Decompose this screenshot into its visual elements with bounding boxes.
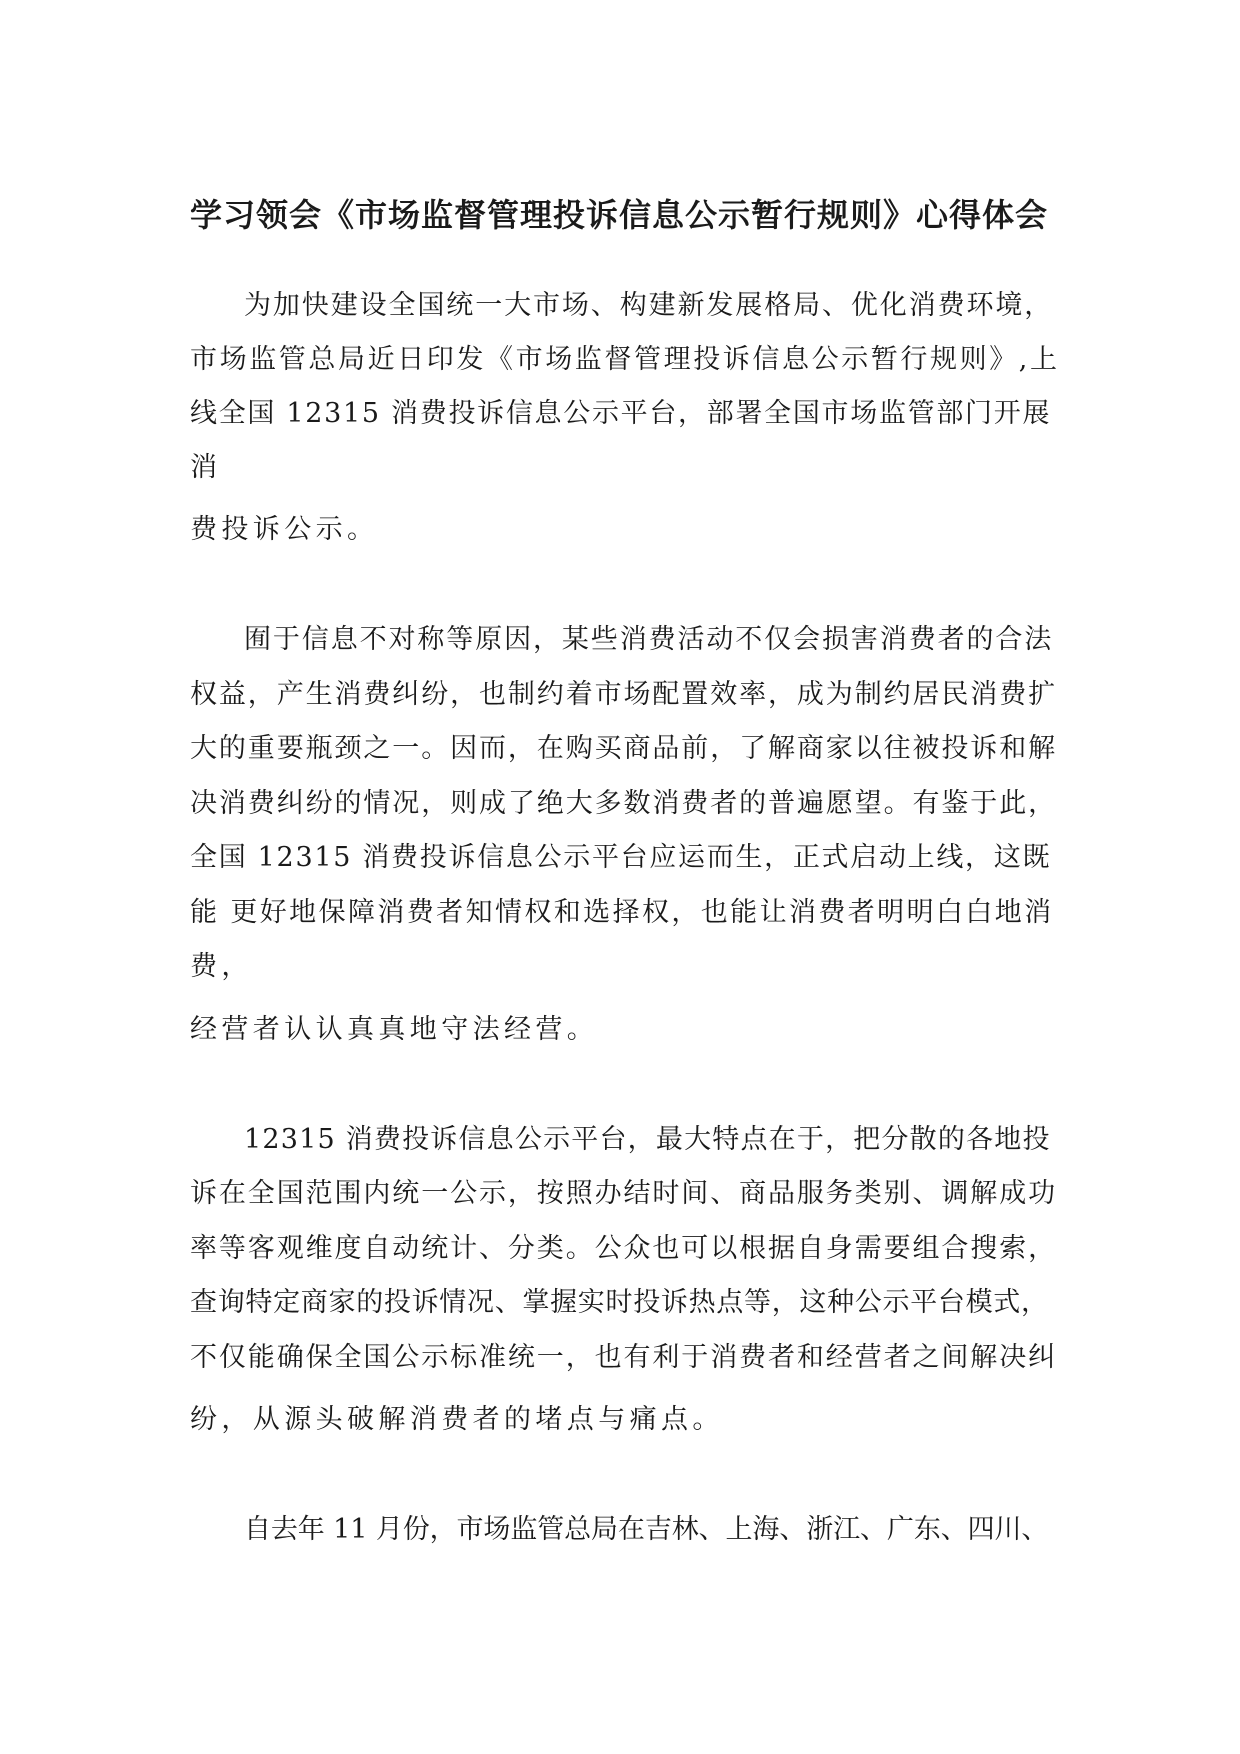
paragraph-3-line-2: 诉在全国范围内统一公示，按照办结时间、商品服务类别、调解成功	[190, 1178, 1057, 1209]
document-title: 学习领会《市场监督管理投诉信息公示暂行规则》心得体会	[190, 196, 1049, 234]
paragraph-2-line-2: 权益，产生消费纠纷，也制约着市场配置效率，成为制约居民消费扩	[190, 679, 1057, 710]
paragraph-2-line-7: 费，	[190, 951, 253, 982]
paragraph-1-line-3: 线全国 12315 消费投诉信息公示平台，部署全国市场监管部门开展	[190, 398, 1052, 429]
paragraph-2-line-6: 能 更好地保障消费者知情权和选择权，也能让消费者明明白白地消	[190, 897, 1054, 928]
paragraph-1-line-4: 消	[190, 452, 222, 483]
paragraph-2-line-8: 经营者认认真真地守法经营。	[190, 1014, 599, 1045]
paragraph-2-line-4: 决消费纠纷的情况，则成了绝大多数消费者的普遍愿望。有鉴于此，	[190, 788, 1057, 819]
paragraph-1-line-5: 费投诉公示。	[190, 514, 379, 545]
paragraph-3-line-3: 率等客观维度自动统计、分类。公众也可以根据自身需要组合搜索，	[190, 1233, 1057, 1264]
paragraph-3-line-1: 12315 消费投诉信息公示平台，最大特点在于，把分散的各地投	[244, 1124, 1051, 1155]
paragraph-3-line-4: 查询特定商家的投诉情况、掌握实时投诉热点等，这种公示平台模式，	[190, 1287, 1049, 1318]
paragraph-3-line-5: 不仅能确保全国公示标准统一，也有利于消费者和经营者之间解决纠	[190, 1342, 1057, 1373]
paragraph-4-line-1: 自去年 11 月份，市场监管总局在吉林、上海、浙江、广东、四川、	[244, 1514, 1049, 1545]
paragraph-1-line-2: 市场监管总局近日印发《市场监督管理投诉信息公示暂行规则》,上	[190, 344, 1060, 375]
paragraph-2-line-1: 囿于信息不对称等原因，某些消费活动不仅会损害消费者的合法	[244, 624, 1054, 655]
paragraph-1-line-1: 为加快建设全国统一大市场、构建新发展格局、优化消费环境，	[244, 290, 1054, 321]
paragraph-2-line-3: 大的重要瓶颈之一。因而，在购买商品前，了解商家以往被投诉和解	[190, 733, 1057, 764]
paragraph-2-line-5: 全国 12315 消费投诉信息公示平台应运而生，正式启动上线，这既	[190, 842, 1052, 873]
paragraph-3-line-6: 纷，从源头破解消费者的堵点与痛点。	[190, 1404, 724, 1435]
